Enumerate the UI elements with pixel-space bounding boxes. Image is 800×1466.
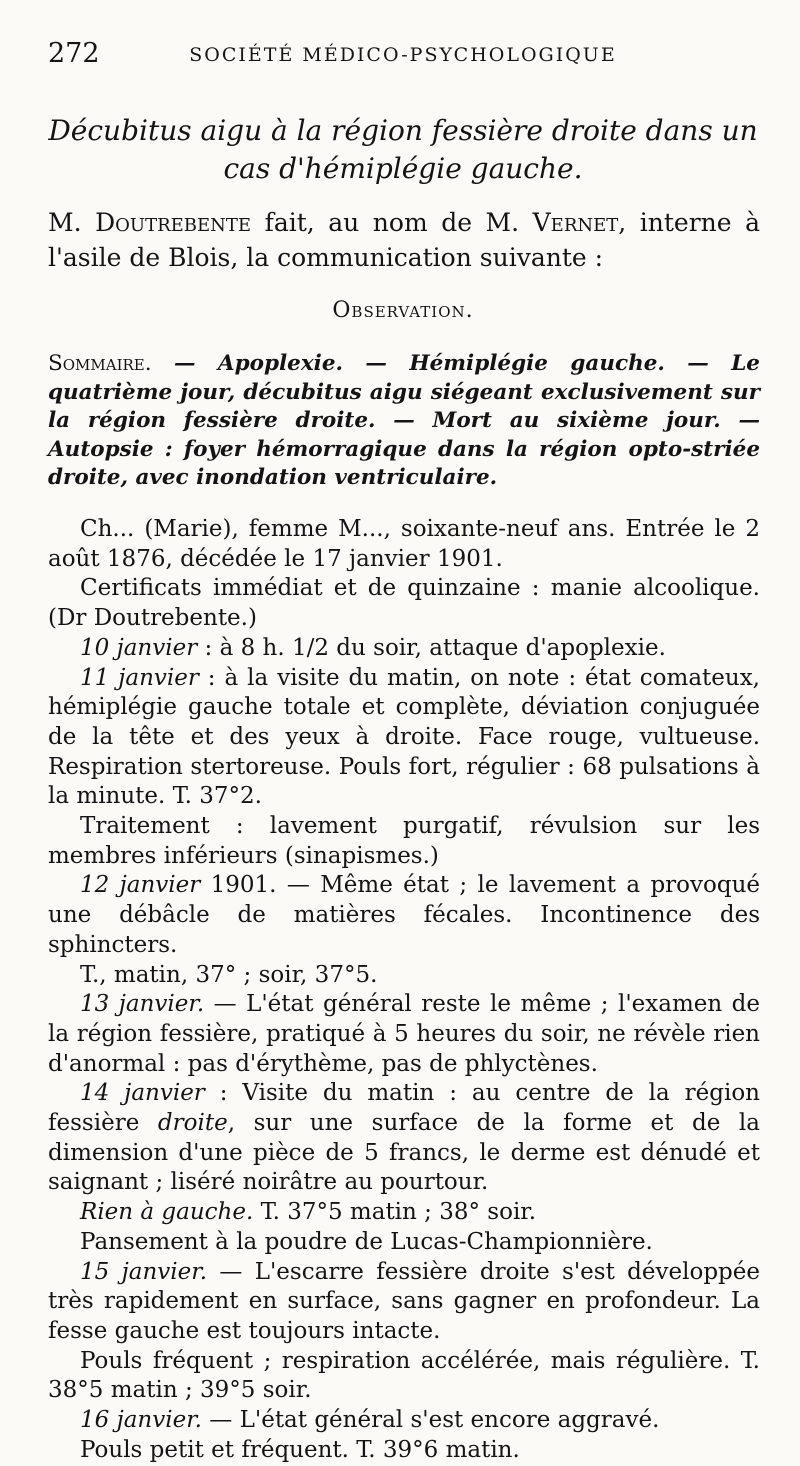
body-paragraph	[48, 1406, 760, 1436]
summary-text: — Apoplexie. — Hémiplégie gauche. — Le quatrième jour, décubitus aigu siégeant exclusivement sur la région fessière droite. — Mort au sixième jour. — Autopsie : foyer hémorragique dans la région opto-striée droite, avec inondation ventriculaire.	[48, 351, 760, 490]
section-heading: Observation.	[332, 298, 474, 323]
author-name: Doutrebente	[95, 208, 252, 237]
paragraph-text: : Visite du matin : au centre de la région fessière	[48, 1080, 760, 1137]
paragraph-text: , sur une surface de la forme et de la dimension d'une pièce de 5 francs, le derme est dénudé et saignant ; liséré noirâtre au pourtour.	[48, 1110, 760, 1196]
title-line-1: Décubitus aigu à la région fessière droite dans un	[48, 114, 758, 147]
date: 12 janvier	[80, 872, 201, 899]
body-paragraph	[48, 1198, 760, 1228]
body-paragraph	[48, 664, 760, 813]
summary-paragraph	[48, 350, 760, 493]
body-paragraph: Ch... (Marie), femme M..., soixante-neuf ans. Entrée le 2 août 1876, décédée le 17 janvier 1901.	[48, 516, 760, 572]
body-paragraph	[48, 634, 760, 664]
body-paragraph: T., matin, 37° ; soir, 37°5.	[80, 961, 378, 988]
date: 16 janvier.	[80, 1407, 202, 1434]
paragraph-text: 1901. — Même état ; le lavement a provoqué une débâcle de matières fécales. Incontinence des sphincters.	[48, 872, 760, 958]
paragraph-text: — L'état général s'est encore aggravé.	[201, 1407, 660, 1434]
date: 10 janvier	[80, 634, 198, 661]
body-paragraph: Pouls petit et fréquent. T. 39°6 matin.	[80, 1436, 520, 1463]
page-number: 272	[48, 38, 100, 69]
author-name: Vernet	[532, 208, 619, 237]
intro-text: fait, au nom de M.	[251, 208, 533, 237]
body-paragraph	[48, 990, 760, 1079]
intro-text: , interne à l'asile de Blois, la communication suivante :	[48, 208, 760, 272]
page-header	[48, 38, 758, 74]
title-line-2: cas d'hémiplégie gauche.	[223, 152, 583, 185]
body-paragraph: Pouls fréquent ; respiration accélérée, mais régulière. T. 38°5 matin ; 39°5 soir.	[48, 1347, 760, 1404]
paragraph-text: — L'état général reste le même ; l'examen de la région fessière, pratiqué à 5 heures du soir, ne révèle rien d'anormal : pas d'érythème, pas de phlyctènes.	[48, 991, 760, 1077]
body-paragraph: Pansement à la poudre de Lucas-Championnière.	[80, 1228, 653, 1255]
body-paragraph: Traitement : lavement purgatif, révulsion sur les membres inférieurs (sinapismes.)	[48, 813, 760, 869]
paragraph-text: : à 8 h. 1/2 du soir, attaque d'apoplexie.	[197, 634, 666, 661]
date: 13 janvier.	[80, 991, 205, 1018]
date: 15 janvier.	[80, 1258, 208, 1285]
intro-text: M.	[48, 208, 96, 237]
date: 14 janvier	[80, 1080, 205, 1107]
paragraph-text: T. 37°5 matin ; 38° soir.	[253, 1199, 537, 1226]
emphasis: droite	[157, 1110, 228, 1137]
emphasis: Rien à gauche.	[80, 1199, 254, 1226]
running-head: SOCIÉTÉ MÉDICO-PSYCHOLOGIQUE	[189, 44, 617, 66]
paragraph-text: : à la visite du matin, on note : état comateux, hémiplégie gauche totale et complète, déviation conjuguée de la tête et des yeux à droite. Face rouge, vultueuse. Respiration stertoreuse. Pouls fort, régulier : 68 pulsations à la minute. T. 37°2.	[48, 664, 760, 810]
paragraph-text: — L'escarre fessière droite s'est développée très rapidement en surface, sans gagner en profondeur. La fesse gauche est toujours intacte.	[48, 1258, 760, 1344]
body-paragraph: Certificats immédiat et de quinzaine : manie alcoolique. (Dr Doutrebente.)	[48, 575, 760, 632]
date: 11 janvier	[80, 664, 199, 691]
observation-body	[48, 515, 760, 1466]
summary-label: Sommaire.	[48, 351, 152, 376]
article-title	[48, 112, 758, 188]
body-paragraph	[48, 1258, 760, 1347]
intro-paragraph	[48, 205, 760, 275]
body-paragraph	[48, 871, 760, 960]
body-paragraph	[48, 1079, 760, 1198]
